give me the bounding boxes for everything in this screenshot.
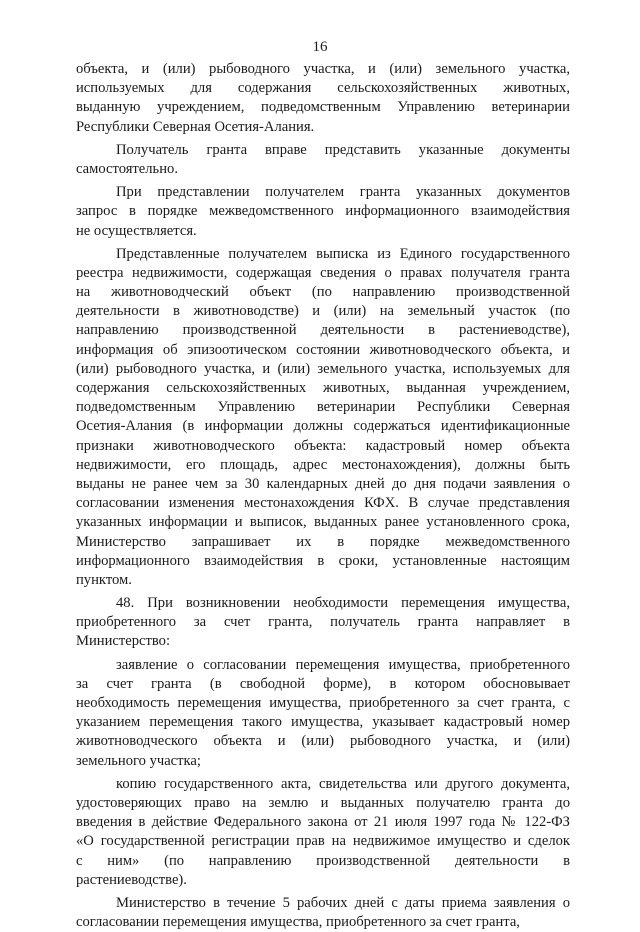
paragraph — [76, 183, 570, 241]
text-line: Министерство запрашивает их в порядке межведомственного — [76, 533, 570, 550]
text-line: (или) рыбоводного участка, и (или) земельного участка, используемых для — [76, 360, 570, 377]
text-line: копию государственного акта, свидетельства или другого документа, — [116, 775, 570, 792]
text-line: 48. При возникновении необходимости перемещения имущества, — [116, 595, 570, 612]
text-line: объекта, и (или) рыбоводного участка, и (или) земельного участка, — [76, 61, 570, 77]
text-line: животноводческого объекта и (или) рыбоводного участка, и (или) — [76, 733, 570, 750]
text-line: При представлении получателем гранта указанных документов — [116, 184, 570, 201]
text-line: Представленные получателем выписка из Единого государственного — [116, 245, 570, 262]
text-line: недвижимости, его площадь, адрес местонахождения), должны быть — [76, 456, 570, 473]
text-line: выданы не ранее чем за 30 календарных дней до дня подачи заявления о — [76, 475, 570, 492]
text-line: с ним» (по направлению производственной деятельности в — [76, 852, 570, 869]
text-line: направлению производственной деятельности в растениеводстве), — [76, 322, 570, 339]
page-number: 16 — [312, 39, 328, 55]
text-line: признаки животноводческого объекта: кадастровый номер объекта — [76, 437, 570, 454]
text-line: согласовании перемещения имущества, приобретенного за счет гранта, — [76, 914, 520, 931]
text-line: согласовании изменения местонахождения КФХ. В случае представления — [76, 495, 570, 512]
text-line: Осетия-Алания (в информации должны содержаться идентификационные — [76, 418, 570, 435]
paragraph — [76, 656, 570, 771]
text-line: используемых для содержания сельскохозяйственных животных, — [76, 80, 570, 97]
document-body — [76, 60, 570, 932]
text-line: на животноводческий объект (по направлению производственной — [76, 284, 570, 301]
text-line: Получатель гранта вправе представить указанные документы — [116, 141, 570, 158]
paragraph — [76, 775, 570, 890]
text-line: запрос в порядке межведомственного информационного взаимодействия — [76, 203, 570, 220]
text-line: деятельности в животноводстве) и (или) на земельный участок (по — [76, 303, 570, 320]
text-line: самостоятельно. — [76, 160, 178, 177]
text-line: введения в действие Федерального закона от 21 июля 1997 года № 122-ФЗ — [76, 814, 570, 831]
text-line: заявление о согласовании перемещения имущества, приобретенного — [116, 656, 570, 673]
paragraph — [76, 60, 570, 137]
text-line: выданную учреждением, подведомственным Управлению ветеринарии — [76, 99, 570, 116]
text-line: реестра недвижимости, содержащая сведения о правах получателя гранта — [76, 264, 570, 281]
text-line: приобретенного за счет гранта, получатель гранта направляет в — [76, 614, 570, 631]
text-line: не осуществляется. — [76, 222, 197, 239]
paragraph — [76, 594, 570, 652]
text-line: указанных информации и выписок, выданных ранее установленного срока, — [76, 514, 570, 531]
text-line: информационного взаимодействия в сроки, установленные настоящим — [76, 552, 570, 569]
paragraph — [76, 141, 570, 179]
text-line: пунктом. — [76, 571, 132, 588]
text-line: за счет гранта (в свободной форме), в котором обосновывает — [76, 675, 570, 692]
text-line: Министерство в течение 5 рабочих дней с даты приема заявления о — [116, 894, 570, 911]
text-line: растениеводстве). — [76, 871, 187, 888]
text-line: «О государственной регистрации прав на недвижимое имущество и сделок — [76, 833, 570, 850]
text-line: удостоверяющих право на землю и выданных получателю гранта до — [76, 794, 570, 811]
text-line: подведомственным Управлению ветеринарии Республики Северная — [76, 399, 570, 416]
text-line: Республики Северная Осетия-Алания. — [76, 118, 315, 135]
text-line: Министерство: — [76, 633, 171, 650]
text-line: земельного участка; — [76, 752, 201, 769]
text-line: содержания сельскохозяйственных животных, выданная учреждением, — [76, 380, 570, 396]
paragraph — [76, 894, 570, 932]
paragraph — [76, 245, 570, 590]
text-line: указанием перемещения такого имущества, указывает кадастровый номер — [76, 714, 570, 731]
text-line: необходимость перемещения имущества, приобретенного за счет гранта, с — [76, 695, 570, 711]
text-line: информация об эпизоотическом состоянии животноводческого объекта, и — [76, 341, 570, 358]
